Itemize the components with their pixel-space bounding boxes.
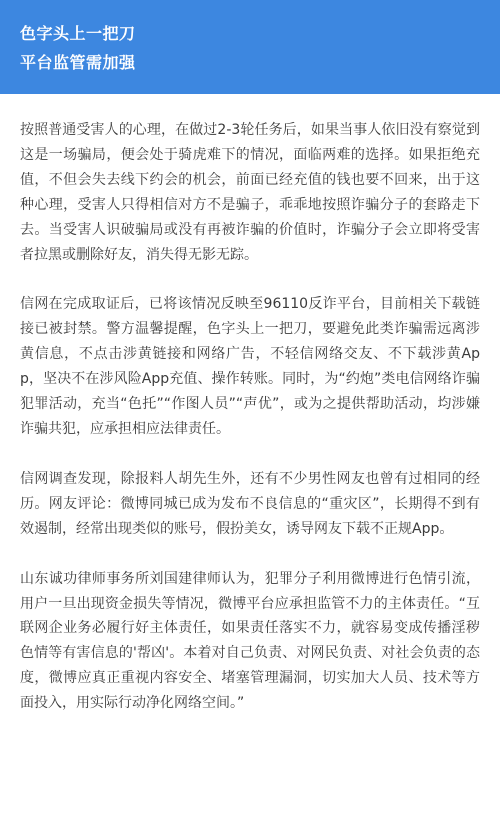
paragraph-3: 信网调查发现，除报料人胡先生外，还有不少男性网友也曾有过相同的经历。网友评论：微博同城已成为发布不良信息的“重灾区”，长期得不到有效遏制，经常出现类似的账号，假扮美女，诱导网友下载不正规App。 (20, 470, 480, 537)
article-body (0, 94, 500, 716)
paragraph-4: 山东诚功律师事务所刘国建律师认为，犯罪分子利用微博进行色情引流，用户一旦出现资金损失等情况，微博平台应承担监管不力的主体责任。“互联网企业务必履行好主体责任，如果责任落实不力，就容易变成传播淫秽色情等有害信息的'帮凶'。本着对自己负责、对网民负责、对社会负责的态度，微博应真正重视内容安全、堵塞管理漏洞，切实加大人员、技术等方面投入，用实际行动净化网络空间。” (20, 570, 480, 712)
header-title-line-2: 平台监管需加强 (20, 53, 136, 72)
section-header (0, 0, 500, 94)
paragraph-2: 信网在完成取证后，已将该情况反映至96110反诈平台，目前相关下载链接已被封禁。警方温馨提醒，色字头上一把刀，要避免此类诈骗需远离涉黄信息，不点击涉黄链接和网络广告，不轻信网络交友、不下载涉黄App，坚决不在涉风险App充值、操作转账。同时，为“约炮”类电信网络诈骗犯罪活动，充当“色托”“作图人员”“声优”，或为之提供帮助活动，均涉嫌诈骗共犯，应承担相应法律责任。 (20, 296, 480, 437)
paragraph-1: 按照普通受害人的心理，在做过2-3轮任务后，如果当事人依旧没有察觉到这是一场骗局，便会处于骑虎难下的情况，面临两难的选择。如果拒绝充值，不但会失去线下约会的机会，前面已经充值的钱也要不回来，出于这种心理，受害人只得相信对方不是骗子，乖乖地按照诈骗分子的套路走下去。当受害人识破骗局或没有再被诈骗的价值时，诈骗分子会立即将受害者拉黑或删除好友，消失得无影无踪。 (20, 122, 480, 263)
header-title-line-1: 色字头上一把刀 (20, 24, 136, 43)
